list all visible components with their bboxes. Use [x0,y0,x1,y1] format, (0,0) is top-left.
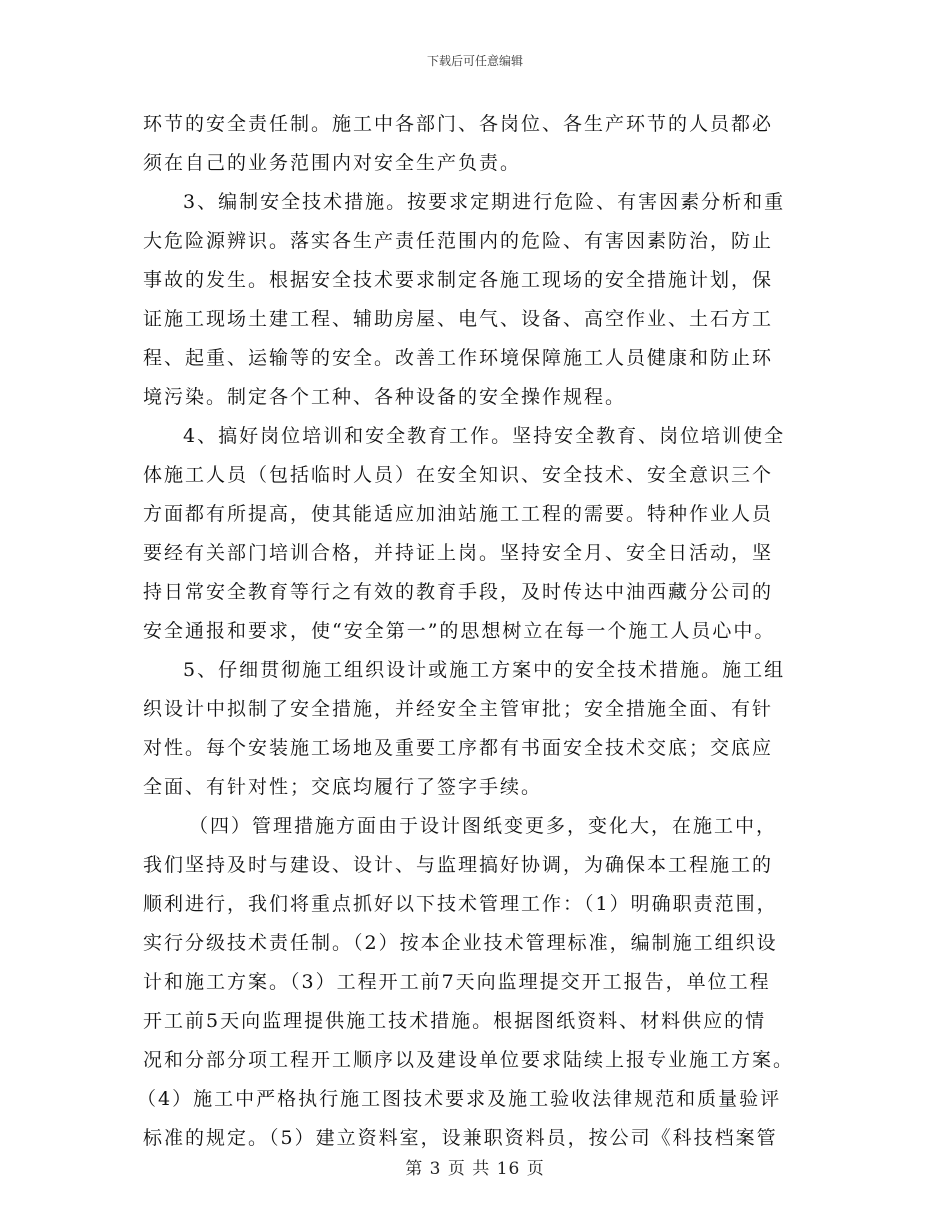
text-line: 境污染。制定各个工种、各种设备的安全操作规程。 [143,386,627,408]
text-line: 持日常安全教育等行之有效的教育手段，及时传达中油西藏分公司的 [143,581,774,603]
text-line: 体施工人员（包括临时人员）在安全知识、安全技术、安全意识三个 [143,464,774,486]
text-line: （4）施工中严格执行施工图技术要求及施工验收法律规范和质量验评 [137,1088,782,1110]
page-number-footer: 第 3 页 共 16 页 [405,1159,545,1179]
text-line: 实行分级技术责任制。（2）按本企业技术管理标准，编制施工组织设 [143,932,778,954]
text-line: 安全通报和要求，使“安全第一”的思想树立在每一个施工人员心中。 [143,620,776,642]
text-line: 方面都有所提高，使其能适应加油站施工工程的需要。特种作业人员 [143,503,774,525]
text-line: 大危险源辨识。落实各生产责任范围内的危险、有害因素防治，防止 [143,230,774,252]
text-line: 顺利进行，我们将重点抓好以下技术管理工作：（1）明确职责范围， [143,893,778,915]
text-line: 织设计中拟制了安全措施，并经安全主管审批；安全措施全面、有针 [143,698,774,720]
text-line: 况和分部分项工程开工顺序以及建设单位要求陆续上报专业施工方案。 [143,1049,795,1071]
text-line: 程、起重、运输等的安全。改善工作环境保障施工人员健康和防止环 [143,347,774,369]
text-line: 计和施工方案。（3）工程开工前7天向监理提交开工报告，单位工程 [143,971,771,993]
paragraph-start-line: （四）管理措施方面由于设计图纸变更多，变化大，在施工中， [189,815,778,837]
text-line: 我们坚持及时与建设、设计、与监理搞好协调，为确保本工程施工的 [143,854,774,876]
paragraph-start-line: 3、编制安全技术措施。按要求定期进行危险、有害因素分析和重 [183,191,786,213]
paragraph-start-line: 5、仔细贯彻施工组织设计或施工方案中的安全技术措施。施工组 [183,659,786,681]
text-line: 开工前5天向监理提供施工技术措施。根据图纸资料、材料供应的情 [143,1010,767,1032]
text-line: 全面、有针对性；交底均履行了签字手续。 [143,776,543,798]
text-line: 标准的规定。（5）建立资料室，设兼职资料员，按公司《科技档案管 [143,1127,778,1149]
text-line: 要经有关部门培训合格，并持证上岗。坚持安全月、安全日活动，坚 [143,542,774,564]
paragraph-start-line: 4、搞好岗位培训和安全教育工作。坚持安全教育、岗位培训使全 [183,425,786,447]
text-line: 环节的安全责任制。施工中各部门、各岗位、各生产环节的人员都必 [143,113,774,135]
text-line: 证施工现场土建工程、辅助房屋、电气、设备、高空作业、土石方工 [143,308,774,330]
document-body [137,105,809,1158]
page-header: 下载后可任意编辑 [426,54,523,68]
text-line: 事故的发生。根据安全技术要求制定各施工现场的安全措施计划，保 [143,269,774,291]
text-line: 须在自己的业务范围内对安全生产负责。 [143,152,522,174]
text-line: 对性。每个安装施工场地及重要工序都有书面安全技术交底；交底应 [143,737,774,759]
